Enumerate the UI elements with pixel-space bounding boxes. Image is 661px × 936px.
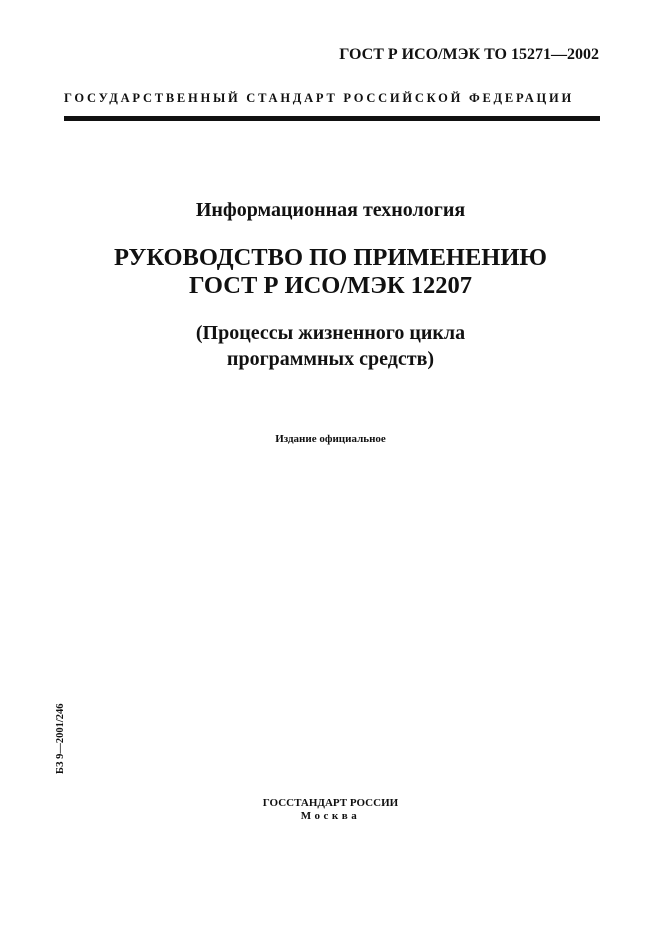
document-title-line-2: ГОСТ Р ИСО/МЭК 12207 [188,272,473,299]
document-subtitle-line-1: (Процессы жизненного цикла [195,322,466,344]
document-subject: Информационная технология [195,199,466,221]
document-title-line-1: РУКОВОДСТВО ПО ПРИМЕНЕНИЮ [113,244,548,271]
publisher-city: Москва [300,810,361,822]
document-subtitle-line-2: программных средств) [226,348,435,370]
state-standard-heading: ГОСУДАРСТВЕННЫЙ СТАНДАРТ РОССИЙСКОЙ ФЕДЕРАЦИИ [64,91,574,105]
document-number: ГОСТ Р ИСО/МЭК ТО 15271—2002 [339,46,599,63]
header-divider [64,116,600,121]
publisher-name: ГОССТАНДАРТ РОССИИ [262,797,399,809]
side-catalog-code: БЗ 9—2001/246 [55,703,66,774]
edition-label: Издание официальное [275,433,386,445]
